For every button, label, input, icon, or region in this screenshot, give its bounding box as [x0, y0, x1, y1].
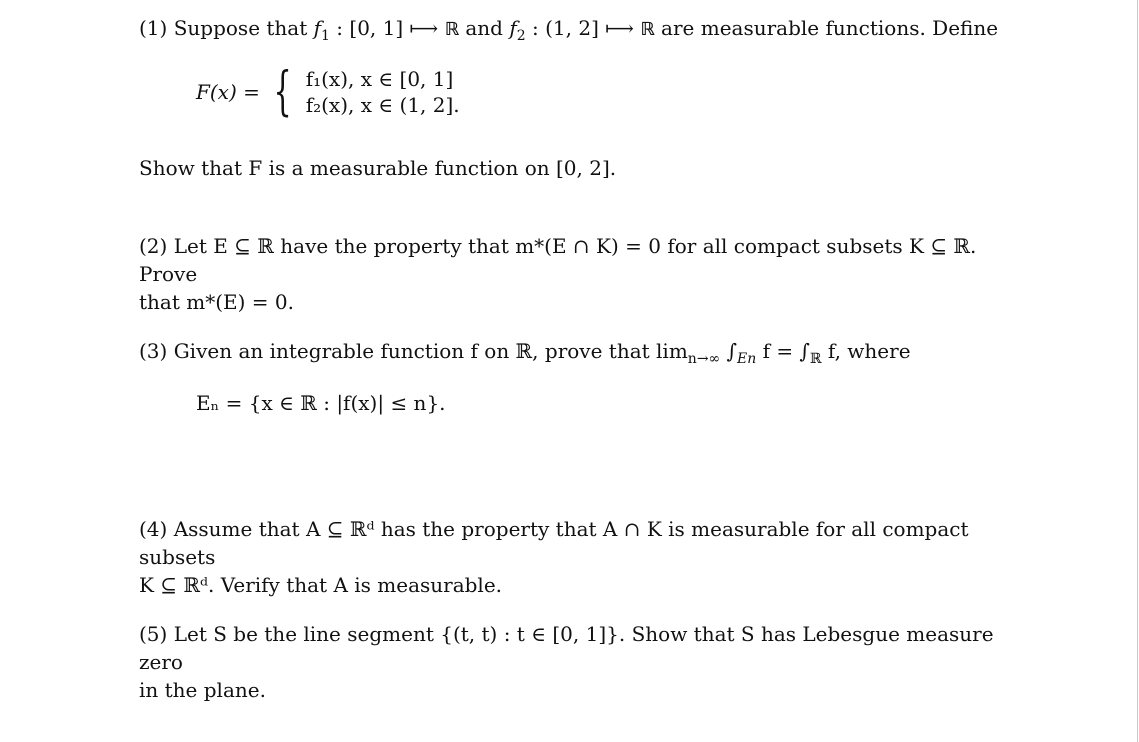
piecewise-definition [196, 62, 460, 122]
case-1: f₁(x), x ∈ [0, 1] [305, 67, 454, 91]
problem-1-conclusion: Show that F is a measurable function on [0, 2]. [139, 156, 617, 180]
problem-3-line-1: (3) Given an integrable function f on ℝ, prove that $\lim_{n\to\infty} \int_{En}$ $f = \int_ℝ$ f, where [139, 339, 911, 367]
problem-3-set-definition: Eₙ = {x ∈ ℝ : |f(x)| ≤ n}. [196, 391, 446, 415]
left-brace: { [273, 62, 292, 122]
problem-1 [139, 14, 1039, 50]
problem-1-number: (1) [139, 16, 168, 40]
problem-5 [139, 620, 1039, 704]
problem-5-line-2: in the plane. [139, 678, 266, 702]
problem-2 [139, 232, 1039, 316]
cases-block [306, 66, 460, 118]
problem-5-line-1: (5) Let S be the line segment {(t, t) : t ∈ [0, 1]}. Show that S has Lebesgue measure zero [139, 622, 994, 674]
problem-4-line-2: K ⊆ ℝᵈ. Verify that A is measurable. [139, 573, 503, 597]
definition-lhs: F(x) = [196, 80, 260, 104]
problem-2-line-1: (2) Let E ⊆ ℝ have the property that m*(E ∩ K) = 0 for all compact subsets K ⊆ ℝ. Prove [139, 234, 977, 286]
problem-4 [139, 515, 1039, 599]
case-2: f₂(x), x ∈ (1, 2]. [305, 93, 460, 117]
problem-1-conclusion-block [139, 154, 1039, 182]
problem-2-line-2: that m*(E) = 0. [139, 290, 294, 314]
problem-1-statement: (1) Suppose that $f_1$ : [0, 1] ⟼ ℝ and $f_2$ : (1, 2] ⟼ ℝ are measurable functions. Define [139, 16, 999, 44]
problem-4-line-1: (4) Assume that A ⊆ ℝᵈ has the property that A ∩ K is measurable for all compact subsets [139, 517, 969, 569]
problem-3 [139, 337, 1039, 373]
